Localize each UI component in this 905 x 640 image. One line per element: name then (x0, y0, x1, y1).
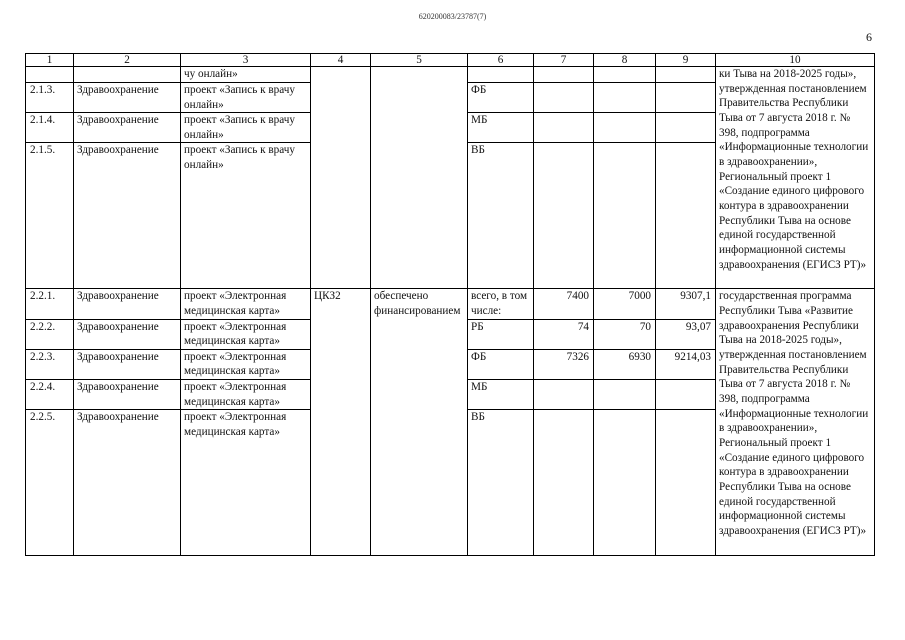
value-cell (534, 410, 594, 556)
value-cell (534, 67, 594, 83)
column-header: 1 (26, 54, 74, 67)
program-description: ки Тыва на 2018-2025 годы», утвержденная постановлением Правительства Республики Тыва от 7 августа 2018 г. № 398, подпрограмма «Информационные технологии в здравоохранении», Региональный проект 1 «Создание единого цифрового контура в здравоохранении Республики Тыва на основе единой государственной информационной системы здравоохранения (ЕГИСЗ РТ)» (716, 67, 875, 289)
value-cell (656, 143, 716, 289)
responsible-cell: ЦКЗ2 (311, 289, 371, 556)
project-cell: проект «Запись к врачу онлайн» (181, 113, 311, 143)
row-number: 2.2.2. (26, 319, 74, 349)
project-cell: проект «Запись к врачу онлайн» (181, 83, 311, 113)
column-header: 3 (181, 54, 311, 67)
page-number: 6 (866, 30, 872, 44)
column-header: 2 (74, 54, 181, 67)
source-cell: ВБ (468, 410, 534, 556)
project-cell: проект «Электронная медицинская карта» (181, 319, 311, 349)
value-cell (534, 379, 594, 409)
sector-cell: Здравоохранение (74, 379, 181, 409)
sector-cell: Здравоохранение (74, 289, 181, 319)
column-header: 9 (656, 54, 716, 67)
value-cell: 70 (594, 319, 656, 349)
value-cell (594, 410, 656, 556)
table-row (26, 67, 875, 83)
value-cell: 74 (534, 319, 594, 349)
project-cell: проект «Электронная медицинская карта» (181, 349, 311, 379)
value-cell (656, 83, 716, 113)
responsible-cell (311, 67, 371, 289)
row-number: 2.2.5. (26, 410, 74, 556)
status-cell (371, 67, 468, 289)
value-cell (534, 113, 594, 143)
value-cell: 93,07 (656, 319, 716, 349)
source-cell: всего, в том числе: (468, 289, 534, 319)
document-code: 620200083/23787(7) (418, 12, 487, 21)
value-cell: 9307,1 (656, 289, 716, 319)
value-cell (656, 67, 716, 83)
source-cell: МБ (468, 379, 534, 409)
project-cell: проект «Электронная медицинская карта» (181, 289, 311, 319)
status-cell: обеспечено финансированием (371, 289, 468, 556)
project-cell: чу онлайн» (181, 67, 311, 83)
value-cell (594, 379, 656, 409)
value-cell: 7326 (534, 349, 594, 379)
source-cell: ФБ (468, 349, 534, 379)
source-cell: РБ (468, 319, 534, 349)
row-number: 2.1.3. (26, 83, 74, 113)
sector-cell: Здравоохранение (74, 319, 181, 349)
column-header: 7 (534, 54, 594, 67)
source-cell: ВБ (468, 143, 534, 289)
value-cell (594, 113, 656, 143)
value-cell (534, 143, 594, 289)
row-number: 2.2.4. (26, 379, 74, 409)
project-cell: проект «Запись к врачу онлайн» (181, 143, 311, 289)
row-number: 2.2.3. (26, 349, 74, 379)
row-number (26, 67, 74, 83)
value-cell: 7000 (594, 289, 656, 319)
column-header: 5 (371, 54, 468, 67)
row-number: 2.2.1. (26, 289, 74, 319)
source-cell: МБ (468, 113, 534, 143)
value-cell (594, 83, 656, 113)
column-header-row (26, 54, 875, 67)
value-cell: 6930 (594, 349, 656, 379)
value-cell (594, 143, 656, 289)
value-cell (656, 379, 716, 409)
row-number: 2.1.4. (26, 113, 74, 143)
sector-cell (74, 67, 181, 83)
column-header: 10 (716, 54, 875, 67)
source-cell: ФБ (468, 83, 534, 113)
column-header: 4 (311, 54, 371, 67)
project-cell: проект «Электронная медицинская карта» (181, 379, 311, 409)
column-header: 8 (594, 54, 656, 67)
value-cell (594, 67, 656, 83)
budget-table (25, 53, 875, 556)
sector-cell: Здравоохранение (74, 349, 181, 379)
sector-cell: Здравоохранение (74, 113, 181, 143)
column-header: 6 (468, 54, 534, 67)
project-cell: проект «Электронная медицинская карта» (181, 410, 311, 556)
row-number: 2.1.5. (26, 143, 74, 289)
value-cell (656, 410, 716, 556)
source-cell (468, 67, 534, 83)
sector-cell: Здравоохранение (74, 143, 181, 289)
program-description: государственная программа Республики Тыва «Развитие здравоохранения Республики Тыва на 2018-2025 годы», утвержденная постановлением Правительства Республики Тыва от 7 августа 2018 г. № 398, подпрограмма «Информационные технологии в здравоохранении», Региональный проект 1 «Создание единого цифрового контура в здравоохранении Республики Тыва на основе единой государственной информационной системы здравоохранения (ЕГИСЗ РТ)» (716, 289, 875, 556)
table-row (26, 289, 875, 319)
value-cell: 7400 (534, 289, 594, 319)
sector-cell: Здравоохранение (74, 410, 181, 556)
sector-cell: Здравоохранение (74, 83, 181, 113)
value-cell (534, 83, 594, 113)
value-cell (656, 113, 716, 143)
value-cell: 9214,03 (656, 349, 716, 379)
